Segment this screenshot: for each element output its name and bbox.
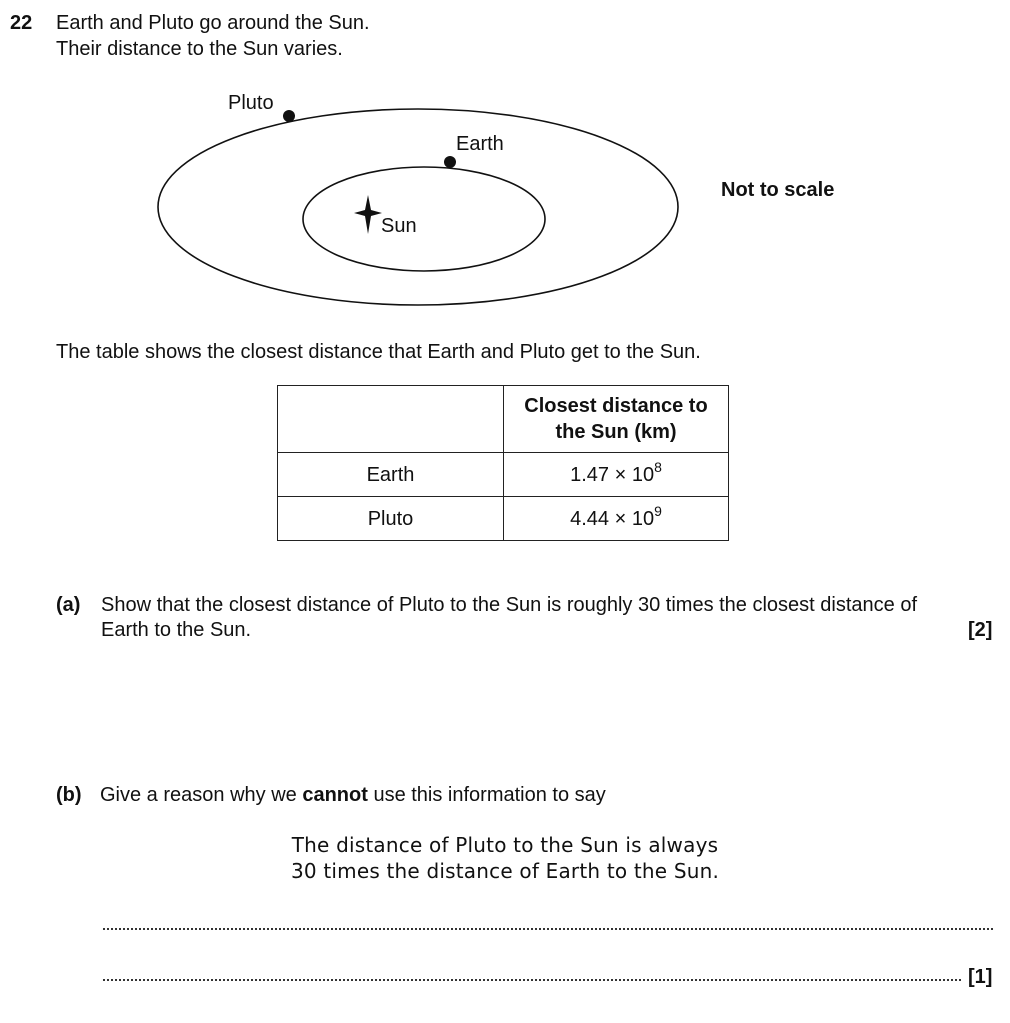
scale-note: Not to scale [721, 179, 835, 201]
row-distance-mantissa: 1.47 × 10 [570, 463, 655, 486]
row-name: Earth [278, 453, 504, 497]
row-distance [504, 453, 729, 497]
earth-orbit [303, 167, 545, 271]
table-row [278, 453, 729, 497]
answer-line-2[interactable] [103, 979, 961, 981]
row-distance-exponent: 9 [654, 502, 662, 519]
table-header-row [278, 386, 729, 453]
part-a-marks: [2] [968, 619, 993, 641]
pluto-orbit [158, 109, 678, 305]
question-number: 22 [10, 12, 33, 34]
sun-star-icon [354, 195, 382, 234]
row-distance-mantissa: 4.44 × 10 [570, 507, 655, 530]
row-distance-exponent: 8 [654, 458, 662, 475]
table-intro: The table shows the closest distance that Earth and Pluto get to the Sun. [56, 341, 701, 363]
part-b-label: (b) [56, 784, 82, 806]
part-b-marks: [1] [968, 966, 993, 988]
part-a-line-1: Show that the closest distance of Pluto to the Sun is roughly 30 times the closest distance of [101, 594, 918, 616]
table-header-line-1: Closest distance to [524, 395, 708, 417]
part-b-text-after: use this information to say [367, 784, 606, 806]
table-header-empty [278, 386, 504, 453]
orbit-diagram [0, 0, 1010, 320]
sun-label: Sun [381, 215, 417, 237]
part-a-label: (a) [56, 594, 81, 616]
table-row [278, 497, 729, 541]
earth-dot [444, 156, 456, 168]
row-distance [504, 497, 729, 541]
part-b-text-before: Give a reason why we [100, 784, 303, 806]
quote-line-1: The distance of Pluto to the Sun is always [291, 833, 719, 857]
pluto-label: Pluto [228, 92, 274, 114]
intro-line-1: Earth and Pluto go around the Sun. [56, 12, 370, 34]
intro-line-2: Their distance to the Sun varies. [56, 38, 343, 60]
answer-line-1[interactable] [103, 928, 993, 930]
earth-label: Earth [456, 133, 504, 155]
distance-table [277, 385, 729, 541]
row-name: Pluto [278, 497, 504, 541]
pluto-dot [283, 110, 295, 122]
part-b-text-bold: cannot [302, 784, 368, 806]
table-header-cell [504, 386, 729, 453]
table-header-line-2: the Sun (km) [555, 421, 677, 443]
part-a-line-2: Earth to the Sun. [101, 619, 252, 641]
part-b-prompt [100, 783, 606, 807]
quote-line-2: 30 times the distance of Earth to the Sun. [290, 859, 720, 883]
